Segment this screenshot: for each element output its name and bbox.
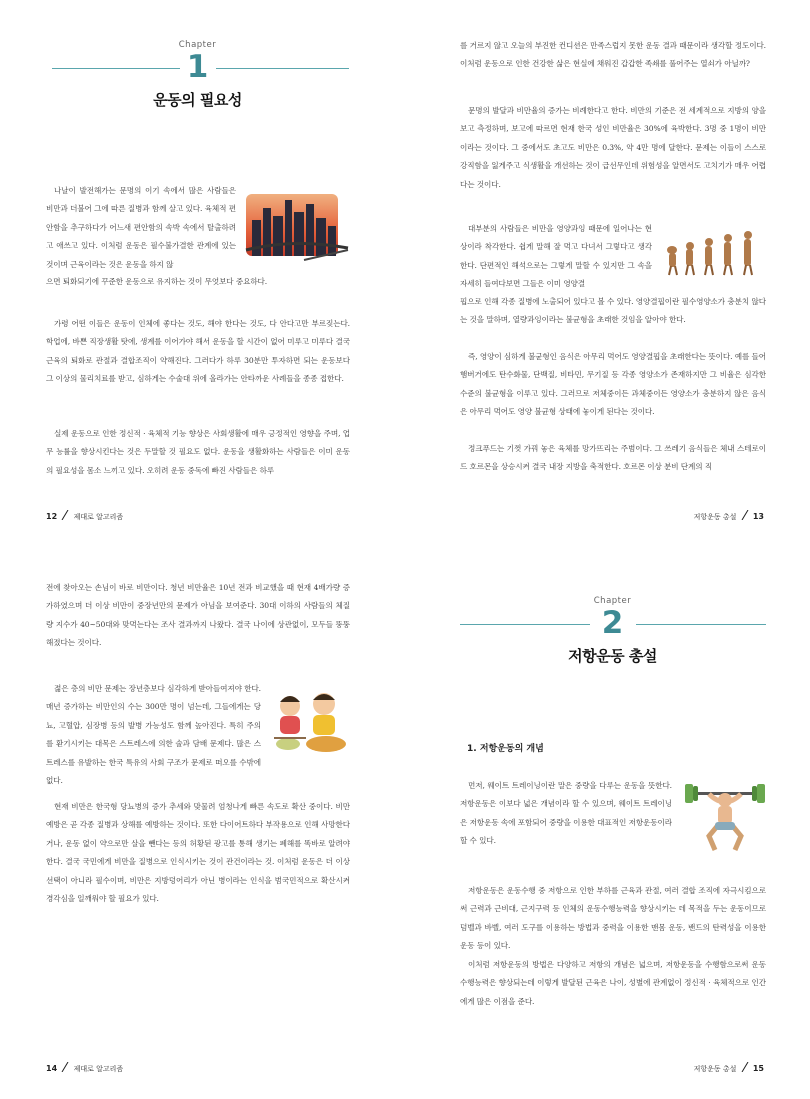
paragraph: 현재 비만은 한국형 당뇨병의 증가 추세와 맞물려 엄청나게 빠른 속도로 확산 중이다. 비만 예방은 곧 각종 질병과 상해를 예방하는 것이다. 또한 다이어트하다 부작용으로 인해 사망한다거나, 운동 없이 약으로만 살을 뺀다는 등의 허황된 광고를 통해 생기는 폐해를 똑바로 알려야 한다. 결국 국민에게 비만을 질병으로 인식시키는 것이 관건이라는 것. 이처럼 운동은 더 이상 선택이 아니라 필수이며, 비만은 지방덩어리가 아닌 병이라는 인식을 범국민적으로 확산시켜 경각심을 일깨워야 할 필요가 있다. <box>46 802 350 904</box>
running-title: 제대로 알고리즘 <box>73 1065 124 1073</box>
running-title: 제대로 알고리즘 <box>73 513 124 521</box>
divider-slash-icon <box>739 1062 751 1072</box>
running-title: 저항운동 총설 <box>693 513 737 521</box>
page-number: 14 <box>46 1064 58 1073</box>
running-title: 저항운동 총설 <box>693 1065 737 1073</box>
human-evolution-illustration <box>663 228 765 278</box>
divider-slash-icon <box>739 510 751 520</box>
paragraph: 나날이 발전해가는 문명의 이기 속에서 많은 사람들은 비만과 더불어 그에 따른 질병과 함께 살고 있다. 육체적 편안함을 추구하다가 어느새 편안함의 속박 속에서 탈출하려고 애쓰고 있다. 이처럼 운동은 필수불가결한 관계에 있는 것이며 근육이라는 것은 운동을 하지 않 <box>46 186 236 269</box>
chapter-number: 1 <box>186 49 209 85</box>
paragraph: 전에 찾아오는 손님이 바로 비만이다. 청년 비만율은 10년 전과 비교했을 때 현재 4배가량 증가하였으며 더 이상 비만이 중장년만의 문제가 아님을 보여준다. 30대 이하의 사람들의 체질량 지수가 40~50대와 맞먹는다는 조사 결과까지 나왔다. 결국 나이에 상관없이, 모두들 뚱뚱해졌다는 것이다. <box>46 583 350 648</box>
barbell-squat-illustration <box>679 780 771 854</box>
page-14 <box>0 552 395 1092</box>
chapter-label: Chapter <box>593 596 632 606</box>
paragraph: 대부분의 사람들은 비만을 영양과잉 때문에 일어나는 현상이라 착각한다. 쉽게 말해 잘 먹고 다녀서 그렇다고 생각한다. 단편적인 해석으로는 그렇게 말할 수 있지만 그 속을 자세히 들여다보면 그들은 이미 영양결 <box>460 224 652 289</box>
chapter-number: 2 <box>601 605 624 641</box>
paragraph: 즉, 영양이 심하게 불균형인 음식은 아무리 먹어도 영양결핍을 초래한다는 뜻이다. 예를 들어 햄버거에도 탄수화물, 단백질, 비타민, 무기질 등 각종 영양소가 존재하지만 그 비율은 심각한 수준의 불균형을 이루고 있다. 그러므로 저체중이든 과체중이든 영양소가 충분하지 않은 음식은 아무리 먹어도 영양 불균형 상태에 놓이게 된다는 것이다. <box>460 352 766 417</box>
paragraph: 핍으로 인해 각종 질병에 노출되어 있다고 볼 수 있다. 영양결핍이란 필수영양소가 충분치 않다는 것을 말하며, 열량과잉이라는 불균형을 초래한 것임을 알아야 한다. <box>460 297 766 325</box>
page-footer <box>46 510 123 522</box>
paragraph: 젊은 층의 비만 문제는 장년층보다 심각하게 받아들여져야 한다. 매년 증가하는 비만인의 수는 300만 명이 넘는데, 그들에게는 당뇨, 고혈압, 심장병 등의 발병 가능성도 함께 높아진다. 특히 주의를 환기시키는 대목은 스트레스에 의한 술과 담배 문제다. 많은 스트레스를 유발하는 한국 특유의 사회 구조가 문제로 떠오를 수밖에 없다. <box>46 684 261 786</box>
paragraph: 으면 퇴화되기에 꾸준한 운동으로 유지하는 것이 무엇보다 중요하다. <box>46 277 268 286</box>
paragraph: 정크푸드는 기껏 가꿔 놓은 육체를 망가뜨리는 주범이다. 그 쓰레기 음식들은 체내 스테로이드 호르몬을 상승시켜 결국 내장 지방을 축적한다. 호르몬 이상 분비 단계의 직 <box>460 444 766 472</box>
page-footer <box>46 1062 123 1074</box>
page-footer <box>694 1062 764 1074</box>
paragraph: 저항운동은 운동수행 중 저항으로 인한 부하를 근육과 관절, 여러 결합 조직에 자극시킴으로써 근력과 근비대, 근지구력 등 인체의 운동수행능력을 향상시키는 데 목적을 두는 운동이므로 덤벨과 바벨, 여러 도구를 이용하는 방법과 중력을 이용한 맨몸 운동, 밴드의 탄력성을 이용한 운동 등이 있다. <box>460 886 766 951</box>
page-number: 13 <box>752 512 764 521</box>
page-number: 12 <box>46 512 58 521</box>
divider-slash-icon <box>59 1062 71 1072</box>
paragraph: 먼저, 웨이트 트레이닝이란 말은 중량을 다루는 운동을 뜻한다. 저항운동은 이보다 넓은 개념이라 할 수 있으며, 웨이트 트레이닝은 저항운동 속에 포함되어 중량을 이용한 대표적인 저항운동이라 할 수 있다. <box>460 781 672 846</box>
chapter-label: Chapter <box>178 40 217 50</box>
burning-city-illustration <box>244 190 350 266</box>
section-title: 1. 저항운동의 개념 <box>467 744 544 754</box>
page-15 <box>415 552 810 1092</box>
paragraph: 이처럼 저항운동의 방법은 다양하고 저항의 개념은 넓으며, 저항운동을 수행함으로써 운동수행능력은 향상되는데 이렇게 발달된 근육은 나이, 성별에 관계없이 정신적 · 육체적으로 인간에게 많은 이점을 준다. <box>460 960 766 1006</box>
page-footer <box>694 510 764 522</box>
paragraph: 문명의 발달과 비만율의 증가는 비례한다고 한다. 비만의 기준은 전 세계적으로 지방의 양을 보고 측정하며, 보고에 따르면 현재 한국 성인 비만율은 30%에 육박한다. 3명 중 1명이 비만이라는 것이다. 그 중에서도 초고도 비만은 0.3%, 약 4만 명에 달한다. 문제는 이들이 스스로 강직함을 잃게주고 식생활을 개선하는 것이 급선무인데 위험성을 알면서도 고치기가 매우 어렵다는 것이다. <box>460 106 766 189</box>
paragraph: 가령 어떤 이들은 운동이 인체에 좋다는 것도, 해야 한다는 것도, 다 안다고만 부르짖는다. 학업에, 바쁜 직장생활 탓에, 생계를 이어가야 해서 운동을 할 시간이 없어 미루고 미루다 결국 근육의 퇴화로 관절과 결합조직이 약해진다. 그러다가 하루 30분만 투자하면 되는 운동보다 그 이상의 물리치료를 받고, 심하게는 수술대 위에 올라가는 안타까운 사례들을 종종 접한다. <box>46 319 350 384</box>
chapter-heading <box>0 40 395 110</box>
chapter-title: 저항운동 총설 <box>568 647 657 665</box>
chapter-heading <box>415 596 810 666</box>
page-13 <box>415 0 810 540</box>
paragraph: 실제 운동으로 인한 정신적 · 육체적 기능 향상은 사회생활에 매우 긍정적인 영향을 주며, 업무 능률을 향상시킨다는 것은 두말할 것 필요도 없다. 운동을 생활화하는 사람들은 이미 운동의 필요성을 몸소 느끼고 있다. 오히려 운동 중독에 빠진 사람들은 하루 <box>46 429 350 475</box>
chapter-title: 운동의 필요성 <box>153 91 242 109</box>
page-12 <box>0 0 395 540</box>
divider-slash-icon <box>59 510 71 520</box>
paragraph: 를 거르지 않고 오늘의 부진한 컨디션은 만족스럽지 못한 운동 결과 때문이라 생각할 정도이다. 이처럼 운동으로 인한 건강한 삶은 현실에 채워진 갑갑한 족쇄를 풀어주는 열쇠가 아닐까? <box>460 41 766 69</box>
children-eating-illustration <box>266 688 354 758</box>
page-number: 15 <box>752 1064 764 1073</box>
